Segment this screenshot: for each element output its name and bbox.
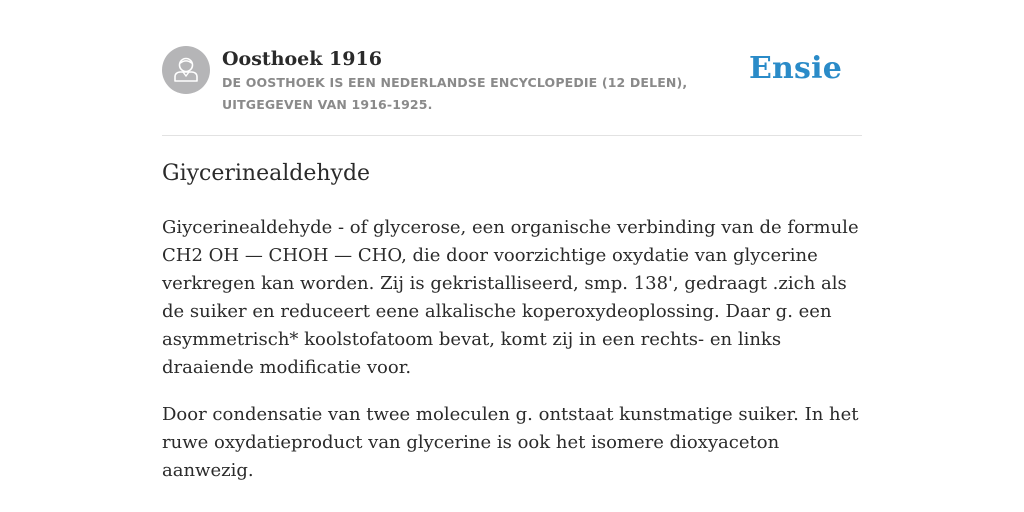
article [162, 158, 868, 504]
user-icon [162, 46, 210, 94]
article-title: Giycerinealdehyde [162, 161, 371, 186]
source-description: DE OOSTHOEK IS EEN NEDERLANDSE ENCYCLOPEDIE (12 DELEN), UITGEGEVEN VAN 1916-1925. [222, 75, 688, 112]
source-avatar [162, 46, 210, 94]
article-paragraph: Door condensatie van twee moleculen g. ontstaat kunstmatige suiker. In het ruwe oxydatieproduct van glycerine is ook het isomere dioxyaceton aanwezig. [162, 404, 859, 481]
source-title[interactable]: Oosthoek 1916 [222, 48, 382, 70]
ensie-logo[interactable]: Ensie [748, 51, 842, 86]
header-divider [162, 135, 862, 136]
source-header [162, 46, 862, 136]
article-paragraph: Giycerinealdehyde - of glycerose, een organische verbinding van de formule CH2 OH — CHOH — CHO, die door voorzichtige oxydatie van glycerine verkregen kan worden. Zij is gekristalliseerd, smp. 138', gedraagt .zich als de suiker en reduceert eene alkalische koperoxydeoplossing. Daar g. een asymmetrisch* koolstofatoom bevat, komt zij in een rechts- en links draaiende modificatie voor. [162, 217, 859, 378]
